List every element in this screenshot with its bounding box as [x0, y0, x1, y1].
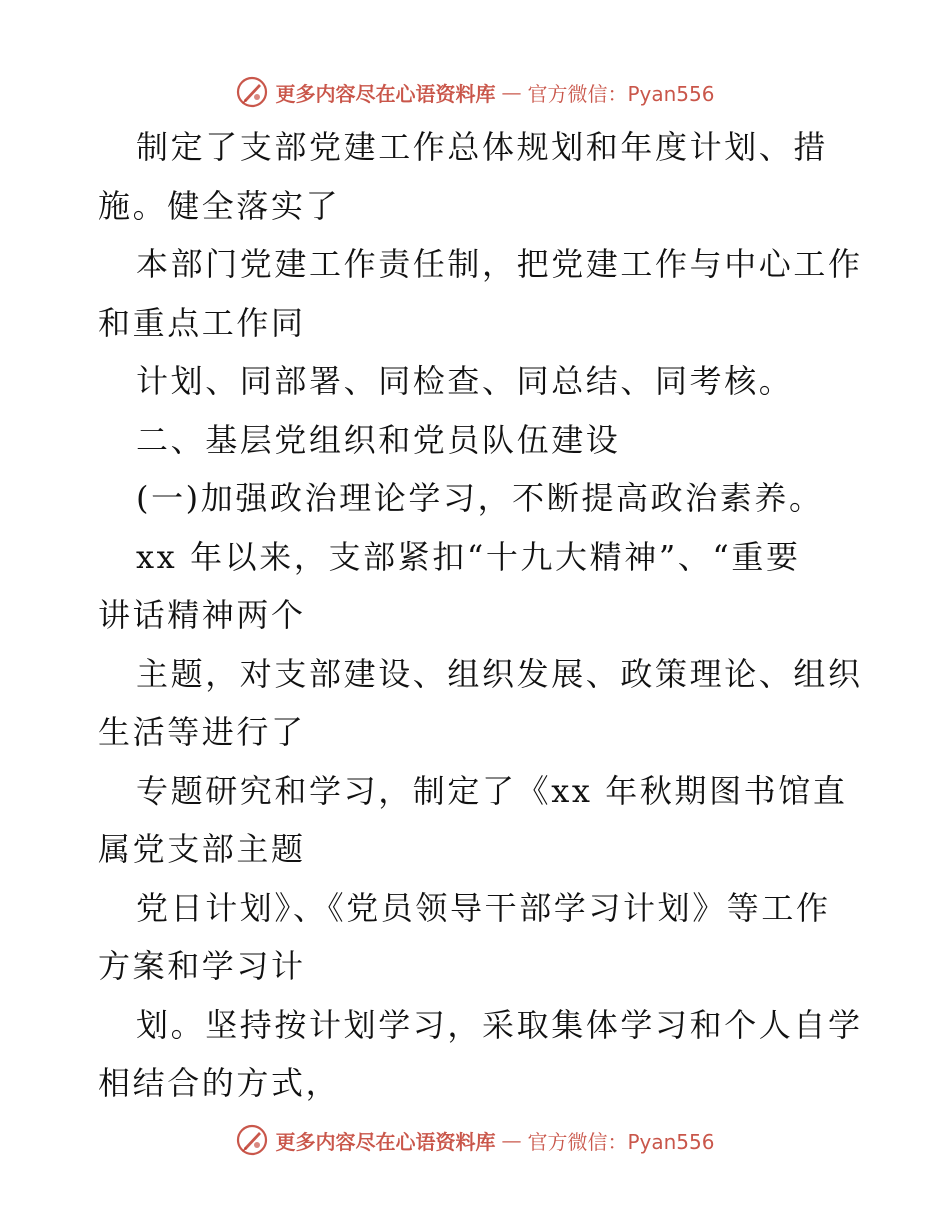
banner-wechat-text: 官方微信：Pyan556 — [527, 1129, 715, 1154]
text-line: 和重点工作同 — [98, 303, 306, 342]
banner-separator: — — [501, 1128, 522, 1152]
text-line: 党日计划》、《党员领导干部学习计划》等工作 — [136, 888, 831, 927]
text-line: 计划、同部署、同检查、同总结、同考核。 — [136, 362, 794, 400]
text-line: 相结合的方式， — [98, 1064, 341, 1102]
document-body — [98, 118, 868, 1113]
footer-banner — [0, 1120, 950, 1160]
banner-wechat-text: 官方微信：Pyan556 — [527, 81, 715, 106]
text-line: 属党支部主题 — [98, 830, 306, 868]
text-line: 划。坚持按计划学习，采取集体学习和个人自学 — [136, 1005, 863, 1044]
text-line: (一)加强政治理论学习，不断提高政治素养。 — [136, 479, 824, 517]
banner-separator: — — [501, 80, 522, 104]
text-line: 本部门党建工作责任制，把党建工作与中心工作 — [136, 245, 863, 283]
banner-main-text: 更多内容尽在心语资料库 — [275, 81, 496, 106]
text-line: 主题，对支部建设、组织发展、政策理论、组织 — [136, 654, 863, 693]
text-line: 讲话精神两个 — [98, 596, 306, 634]
quill-logo-icon — [235, 75, 269, 109]
quill-logo-icon — [235, 1123, 269, 1157]
text-line: 制定了支部党建工作总体规划和年度计划、措 — [136, 128, 829, 166]
text-line: 生活等进行了 — [98, 713, 306, 751]
text-line: xx 年以来，支部紧扣“十九大精神”、“重要 — [136, 537, 801, 576]
header-banner — [0, 72, 950, 112]
text-line: 施。健全落实了 — [98, 186, 341, 225]
text-line: 专题研究和学习，制定了《xx 年秋期图书馆直 — [136, 771, 848, 810]
text-line: 方案和学习计 — [98, 947, 306, 985]
text-line: 二、基层党组织和党员队伍建设 — [136, 420, 621, 459]
banner-main-text: 更多内容尽在心语资料库 — [275, 1129, 496, 1154]
